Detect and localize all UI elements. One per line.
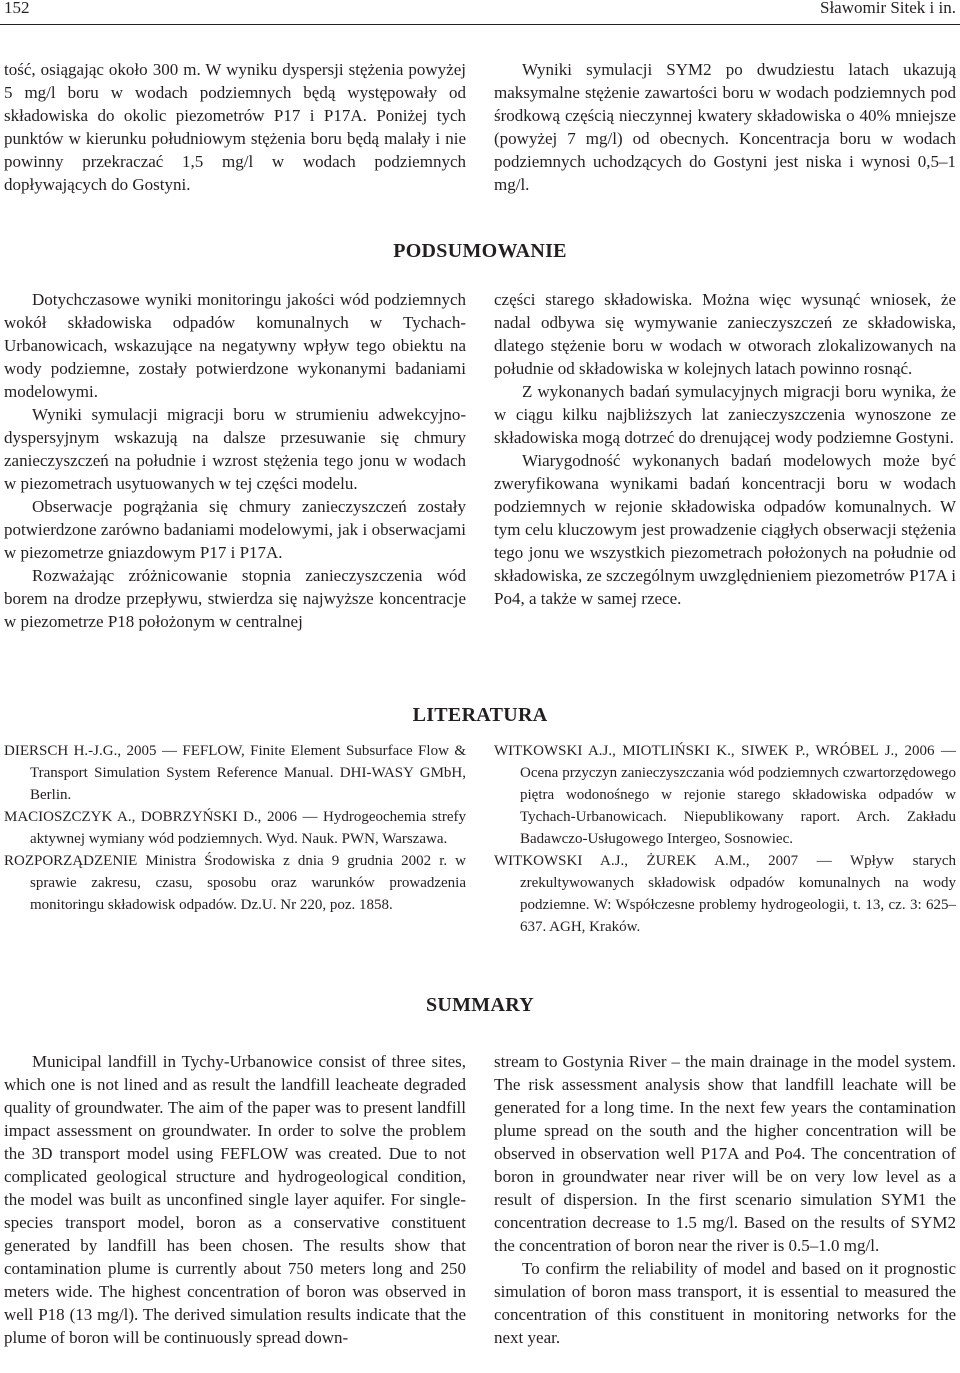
summary-right-column xyxy=(494,1050,956,1349)
reference-entry: DIERSCH H.-J.G., 2005 — FEFLOW, Finite Element Subsurface Flow & Transport Simulation System Reference Manual. DHI-WASY GMbH, Berlin. xyxy=(4,743,466,803)
podsumowanie-heading: PODSUMOWANIE xyxy=(393,240,567,262)
top-right-column xyxy=(494,58,956,196)
page-number: 152 xyxy=(4,0,30,17)
summary-paragraph: To confirm the reliability of model and based on it prognostic simulation of boron mass transport, it is essential to measured the concentration of this constituent in monitoring networks for the next year. xyxy=(494,1259,956,1347)
podsumowanie-right-column xyxy=(494,288,956,610)
summary-left-column xyxy=(4,1050,466,1349)
references-right-column xyxy=(494,740,956,938)
podsumowanie-left-column xyxy=(4,288,466,633)
header-rule xyxy=(0,24,960,25)
summary-paragraph-continued: stream to Gostynia River – the main drainage in the model system. The risk assessment analysis show that landfill leachate will be generated for a long time. In the next few years the contamination plume spread on the south and the higher concentration will be observed in observation well P17A and Po4. The concentration of boron in groundwater near river will be on very low level as a result of dispersion. In the first scenario simulation SYM1 the concentration decrease to 1.5 mg/l. Based on the results of SYM2 the concentration of boron near the river is 0.5–1.0 mg/l. xyxy=(494,1052,956,1255)
podsumowanie-paragraph-continued: części starego składowiska. Można więc wysunąć wniosek, że nadal odbywa się wymywanie zanieczyszczeń ze składowiska, dlatego stężenie boru w wodach w otworach zlokalizowanych na południe od składowiska w kolejnych latach powinno rosnąć. xyxy=(494,290,956,378)
podsumowanie-paragraph: Z wykonanych badań symulacyjnych migracji boru wynika, że w ciągu kilku najbliższych lat zanieczyszczenia wynoszone ze składowiska mogą dotrzeć do drenującej wody podziemne Gostyni. xyxy=(494,382,956,447)
top-left-paragraph: tość, osiągając około 300 m. W wyniku dyspersji stężenia powyżej 5 mg/l boru w wodach podziemnych będą występowały od składowiska do okolic piezometrów P17 i P17A. Poniżej tych punktów w kierunku południowym stężenia boru będą malały i nie powinny przekraczać 1,5 mg/l w wodach podziemnych dopływających do Gostyni. xyxy=(4,60,466,194)
top-right-paragraph: Wyniki symulacji SYM2 po dwudziestu latach ukazują maksymalne stężenie zawartości boru w wodach podziemnych pod środkową częścią nieczynnej kwatery składowiska o 40% mniejsze (powyżej 7 mg/l) od obecnych. Koncentracja boru w wodach podziemnych uchodzących do Gostyni jest niska i wynosi 0,5–1 mg/l. xyxy=(494,60,956,194)
summary-paragraph: Municipal landfill in Tychy-Urbanowice consist of three sites, which one is not lined and as result the landfill leacheate degraded quality of groundwater. The aim of the paper was to present landfill impact assessment on groundwater. In order to solve the problem the 3D transport model using FEFLOW was created. Due to not complicated geological structure and hydrogeological condition, the model was built as unconfined single layer aquifer. For single-species transport model, boron as a conservative constituent generated by landfill has been chosen. The results show that contamination plume is currently about 750 meters long and 250 meters wide. The highest concentration of boron was observed in well P18 (13 mg/l). The derived simulation results indicate that the plume of boron will be continuously spread down- xyxy=(4,1052,466,1347)
top-left-column xyxy=(4,58,466,196)
reference-entry: WITKOWSKI A.J., ŻUREK A.M., 2007 — Wpływ starych zrekultywowanych składowisk odpadów komunalnych na wody podziemne. W: Współczesne problemy hydrogeologii, t. 13, cz. 3: 625–637. AGH, Kraków. xyxy=(494,853,956,935)
running-head-authors: Sławomir Sitek i in. xyxy=(820,0,956,17)
references-left-column xyxy=(4,740,466,916)
podsumowanie-paragraph: Obserwacje pogrążania się chmury zanieczyszczeń zostały potwierdzone zarówno badaniami modelowymi, jak i obserwacjami w piezometrze gniazdowym P17 i P17A. xyxy=(4,497,466,562)
reference-entry: WITKOWSKI A.J., MIOTLIŃSKI K., SIWEK P., WRÓBEL J., 2006 — Ocena przyczyn zanieczyszczania wód podziemnych czwartorzędowego piętra wodonośnego w rejonie starego składowiska odpadów w Tychach-Urbanowicach. Niepublikowany raport. Arch. Zakładu Badawczo-Usługowego Intergeo, Sosnowiec. xyxy=(494,743,956,847)
running-header xyxy=(0,0,960,24)
literatura-heading: LITERATURA xyxy=(412,704,548,726)
podsumowanie-paragraph: Wyniki symulacji migracji boru w strumieniu adwekcyjno-dyspersyjnym wskazują na dalsze przesuwanie się chmury zanieczyszczeń na południe i wzrost stężenia tego jonu w wodach w piezometrach usytuowanych w tej części modelu. xyxy=(4,405,466,493)
reference-entry: MACIOSZCZYK A., DOBRZYŃSKI D., 2006 — Hydrogeochemia strefy aktywnej wymiany wód podziemnych. Wyd. Nauk. PWN, Warszawa. xyxy=(4,809,466,847)
podsumowanie-paragraph: Dotychczasowe wyniki monitoringu jakości wód podziemnych wokół składowiska odpadów komunalnych w Tychach-Urbanowicach, wskazujące na negatywny wpływ tego obiektu na wody podziemne, zostały potwierdzone wykonanymi badaniami modelowymi. xyxy=(4,290,466,401)
reference-entry: ROZPORZĄDZENIE Ministra Środowiska z dnia 9 grudnia 2002 r. w sprawie zakresu, czasu, sposobu oraz warunków prowadzenia monitoringu składowisk odpadów. Dz.U. Nr 220, poz. 1858. xyxy=(4,853,466,913)
podsumowanie-paragraph: Wiarygodność wykonanych badań modelowych może być zweryfikowana wynikami badań koncentracji boru w wodach podziemnych w rejonie składowiska odpadów komunalnych. W tym celu kluczowym jest prowadzenie ciągłych obserwacji stężenia tego jonu we wszystkich piezometrach położonych na południe od składowiska, ze szczególnym uwzględnieniem piezometrów P17A i Po4, a także w samej rzece. xyxy=(494,451,956,608)
summary-heading: SUMMARY xyxy=(425,994,535,1016)
podsumowanie-paragraph: Rozważając zróżnicowanie stopnia zanieczyszczenia wód borem na drodze przepływu, stwierdza się najwyższe koncentracje w piezometrze P18 położonym w centralnej xyxy=(4,566,466,631)
